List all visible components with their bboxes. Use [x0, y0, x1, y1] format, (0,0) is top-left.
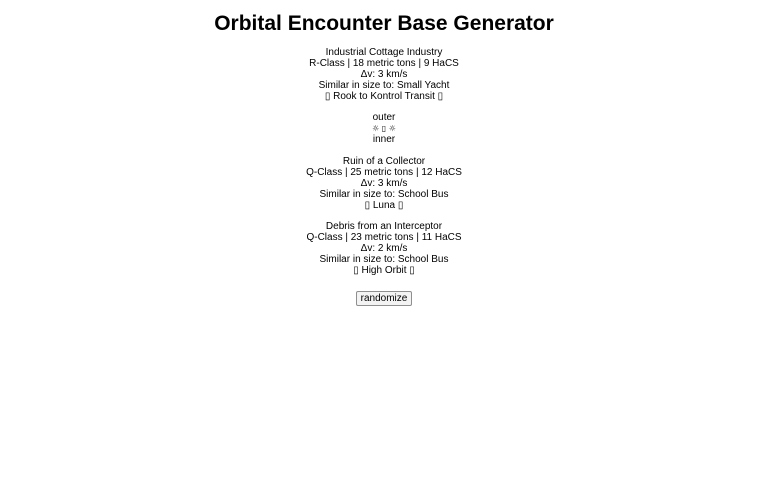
encounter-block-1 [0, 48, 768, 103]
encounter-similar-size: Similar in size to: Small Yacht [318, 79, 450, 91]
encounter-delta-v: Δv: 2 km/s [360, 243, 408, 255]
encounter-block-3 [0, 222, 768, 277]
encounter-stats: Q-Class | 23 metric tons | 11 HaCS [306, 232, 462, 244]
encounter-block-2 [0, 157, 768, 212]
encounter-stats: R-Class | 18 metric tons | 9 HaCS [309, 57, 459, 69]
orbit-indicator [0, 113, 768, 146]
encounter-similar-size: Similar in size to: School Bus [319, 254, 449, 266]
randomize-button[interactable]: randomize [356, 291, 413, 306]
button-row [0, 288, 768, 306]
encounter-delta-v: Δv: 3 km/s [360, 68, 408, 80]
encounter-location: ▯ Luna ▯ [364, 199, 404, 211]
encounter-location: ▯ Rook to Kontrol Transit ▯ [324, 90, 444, 102]
encounter-name: Ruin of a Collector [342, 156, 426, 168]
orbit-symbols: ☼ ▯ ☼ [372, 124, 396, 134]
encounter-stats: Q-Class | 25 metric tons | 12 HaCS [306, 166, 462, 178]
page-title: Orbital Encounter Base Generator [214, 12, 554, 35]
orbit-outer-label: outer [372, 112, 396, 124]
encounter-delta-v: Δv: 3 km/s [360, 177, 408, 189]
encounter-similar-size: Similar in size to: School Bus [319, 188, 449, 200]
encounter-name: Industrial Cottage Industry [325, 47, 443, 58]
encounter-location: ▯ High Orbit ▯ [353, 265, 415, 277]
encounter-name: Debris from an Interceptor [325, 221, 443, 233]
orbit-inner-label: inner [372, 134, 396, 146]
